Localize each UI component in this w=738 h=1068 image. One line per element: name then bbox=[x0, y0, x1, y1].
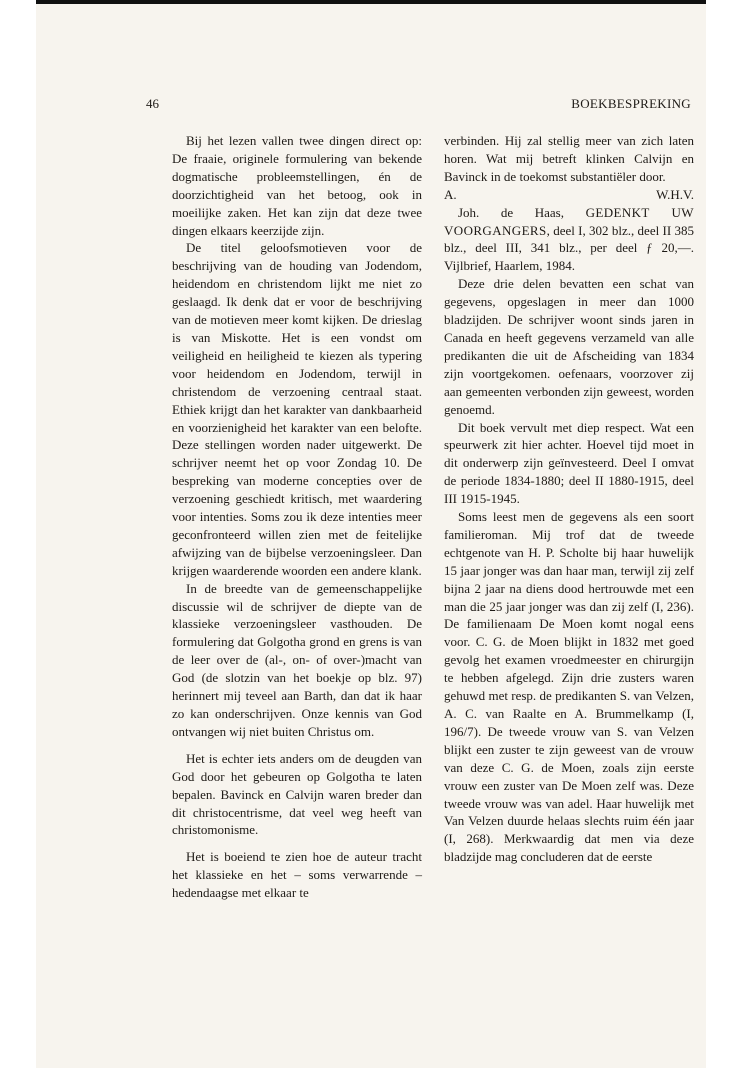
book-title: GEDENKT UW VOORGANGERS bbox=[444, 204, 694, 238]
page-number: 46 bbox=[146, 96, 159, 111]
right-column bbox=[444, 132, 694, 866]
book-author: Joh. de Haas, bbox=[458, 204, 564, 220]
paragraph: In de breedte van de gemeenschappelijke discussie wil de schrijver de diepte van de klassieke verzoeningsleer vasthouden. De formulering dat Golgotha grond en grens is van de leer over de (al-, on- of over-)macht van God (de slotzin van het boekje op blz. 97) herinnert mij teveel aan Barth, dan dat ik haar zo kan onderschrijven. Onze kennis van God ontvangen wij niet buiten Christus om. bbox=[172, 580, 422, 739]
book-details: , deel I, 302 blz., deel II 385 blz., deel III, 341 blz., per deel ƒ 20,—. Vijlbrief, Haarlem, 1984. bbox=[444, 222, 694, 274]
paragraph: Bij het lezen vallen twee dingen direct op: De fraaie, originele formulering van bekende dogmatische probleemstellingen, én de doorzichtigheid van het betoog, ook in moeilijke zaken. Het kan zijn dat deze twee dingen elkaars keerzijde zijn. bbox=[172, 133, 422, 238]
paragraph: De titel geloofsmotieven voor de beschrijving van de houding van Jodendom, heidendom en christendom lijkt me niet zo geslaagd. Ik denk dat er voor de beschrijving van de motieven meer komt kijken. De drieslag is van Miskotte. Het is een vondst om veiligheid en heiligheid te kiezen als typering voor heidendom en Jodendom, terwijl in christendom de verzoening centraal staat. Ethiek krijgt dan het karakter van dankbaarheid en voorzienigheid het karakter van een belofte. Deze stellingen worden nader uitgewerkt. De schrijver neemt het op voor Zondag 10. De bespreking van moderne concepties over de verzoening geschiedt kritisch, met waardering voor intenties. Soms zou ik deze intenties meer geconfronteerd willen zien met de feitelijke afwijzing van de bijbelse verzoeningsleer. Dan krijgen waarderende woorden een andere klank. bbox=[172, 240, 422, 578]
paragraph: Het is boeiend te zien hoe de auteur tracht het klassieke en het – soms verwarrende – hedendaagse met elkaar te bbox=[172, 849, 422, 901]
paragraph: Het is echter iets anders om de deugden van God door het gebeuren op Golgotha te laten bepalen. Bavinck en Calvijn waren breder dan dit christocentrisme, dat veel weg heeft van christomonisme. bbox=[172, 750, 422, 838]
paragraph: Dit boek vervult met diep respect. Wat een speurwerk zit hier achter. Hoevel tijd moet in dit onderwerp zijn geïnvesteerd. Deel I omvat de periode 1834-1880; deel II 1880-1915, deel III 1915-1945. bbox=[444, 419, 694, 507]
paragraph: Deze drie delen bevatten een schat van gegevens, opgeslagen in meer dan 1000 bladzijden. De schrijver woont sinds jaren in Canada en heeft gegevens verzameld van alle predikanten die uit de Afscheiding van 1834 zijn voortgekomen. oefenaars, voorzover zij aan gemeenten verbonden zijn geweest, worden genoemd. bbox=[444, 276, 694, 417]
paragraph: verbinden. Hij zal stellig meer van zich laten horen. Wat mij betreft klinken Calvijn en Bavinck in de toekomst substantiëler door. bbox=[444, 133, 694, 184]
running-head: BOEKBESPREKING bbox=[571, 96, 691, 111]
book-reference bbox=[444, 204, 694, 276]
reviewer-initials: W.H.V. bbox=[656, 186, 694, 202]
signature-initial: A. bbox=[444, 186, 457, 202]
paragraph: Soms leest men de gegevens als een soort familieroman. Mij trof dat de tweede echtgenote van H. P. Scholte bij haar huwelijk 15 jaar jonger was dan haar man, terwijl zij zelf bijna 2 jaar na diens dood hertrouwde met een man die 25 jaar jonger was dan zij zelf (I, 236). De familienaam De Moen komt nogal eens voor. C. G. de Moen blijkt in 1832 met goed gevolg het examen vroedmeester en chirurgijn te hebben afgelegd. Zijn drie zusters waren gehuwd met resp. de predikanten S. van Velzen, A. C. van Raalte en A. Brummelkamp (I, 196/7). De tweede vrouw van S. van Velzen blijkt een zuster te zijn geweest van de vrouw van deze C. G. de Moen, zoals zijn eerste vrouw een zuster van De Moen zelf was. Deze tweede vrouw was van adel. Haar huwelijk met Van Velzen duurde helaas slechts ruim één jaar (I, 268). Merkwaardig dat men via deze bladzijde mag concluderen dat de eerste bbox=[444, 509, 694, 865]
left-column bbox=[172, 132, 422, 902]
review-signature bbox=[444, 186, 694, 204]
page bbox=[36, 4, 706, 1068]
